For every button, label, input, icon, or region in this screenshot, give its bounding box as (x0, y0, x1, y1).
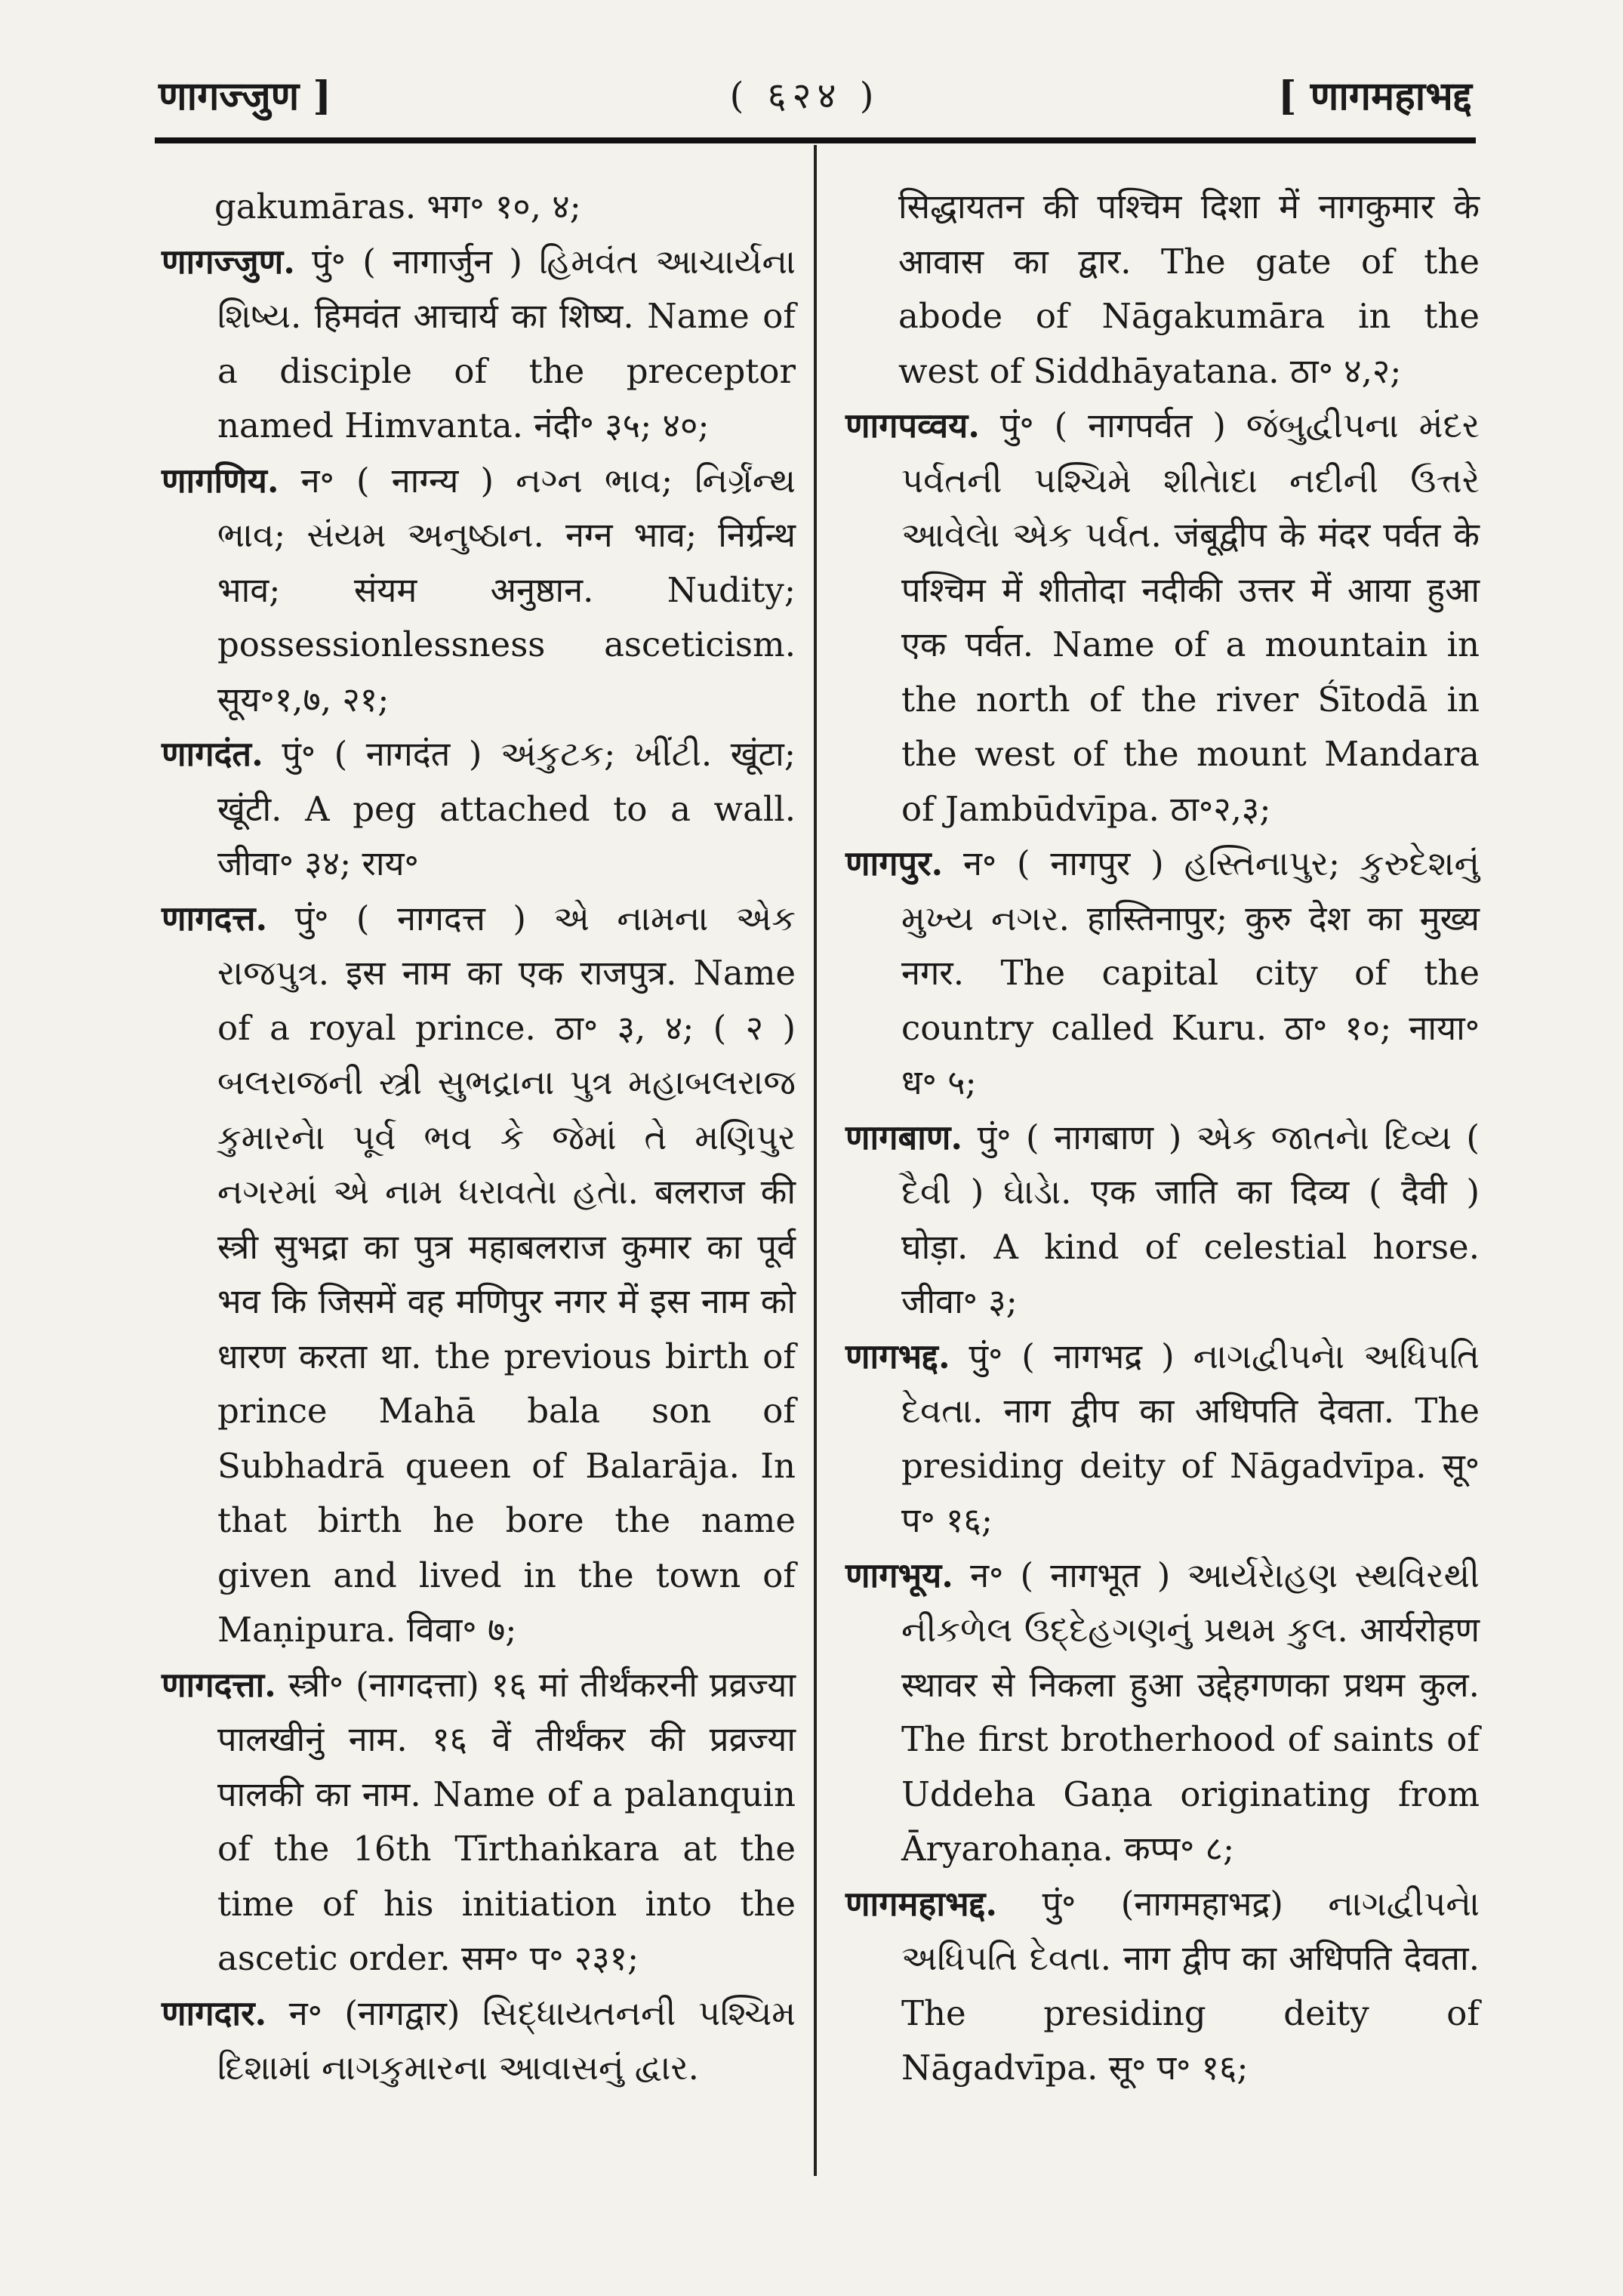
entry-headword: णागभद्द. (845, 1336, 950, 1376)
right-guide-word: [ णागमहाभद्द (1278, 72, 1472, 119)
entry-headword: णागपुर. (845, 843, 944, 883)
dictionary-entry (162, 1986, 796, 2096)
dictionary-entry (162, 727, 796, 892)
page-number: ( ६२४ ) (729, 74, 880, 117)
entry-text: पुं॰ ( नागपर्वत ) જંબુદ્વીપના મંદર પર્વતની પશ્ચિમે શીતાેદા નદીની ઉત્તરે આવેલાે એક પર્વત. जंबूद्वीप के मंदर पर्वत के पश्चिम में शीतोदा नदीकी उत्तर में आया हुआ एक पर्वत. Name of a mountain in the north of the river Śītodā in the west of the mount Mandara of Jambūdvīpa. ठा॰२,३; (901, 405, 1480, 829)
entry-text: स्त्री॰ (नागदत्ता) १६ मां तीर्थंकरनी प्रव्रज्या पालखीनुं नाम. १६ वें तीर्थंकर की प्रव्रज्या पालकी का नाम. Name of a palanquin of the 16th Tīrthaṅkara at the time of his initiation into the ascetic order. सम॰ प॰ २३१; (217, 1664, 796, 1978)
entry-text: पुं॰ ( नागबाण ) એક જાતનેા દિવ્ય ( દૈવી ) ઘેાડેા. एक जाति का दिव्य ( दैवी ) घोड़ा. A kind of celestial horse. जीवा॰ ३; (901, 1117, 1480, 1321)
column-divider (814, 145, 817, 2176)
dictionary-entry (162, 180, 796, 235)
dictionary-entry (845, 1111, 1480, 1330)
right-column (845, 180, 1480, 2096)
entry-headword: णागपव्वय. (845, 405, 980, 445)
dictionary-entry (845, 399, 1480, 837)
entry-text: सिद्धायतन की पश्चिम दिशा में नागकुमार के आवास का द्वार. The gate of the abode of Nāgakumāra in the west of Siddhāyatana. ठा॰ ४,२; (898, 186, 1480, 391)
entry-headword: णागज्जुण. (162, 241, 295, 282)
entry-headword: णागदत्त. (162, 898, 268, 938)
dictionary-entry (845, 1549, 1480, 1877)
entry-headword: णागदत्ता. (162, 1664, 276, 1705)
entry-text: पुं॰ ( नागदंत ) અંકુટક; ખીંટી. खूंटा; खूंटी. A peg attached to a wall. जीवा॰ ३४; राय॰ (217, 734, 796, 883)
entry-text: न॰ (नागद्वार) સિદ્ધાયતનની પશ્ચિમ દિશામાં નાગકુમારના આવાસનું દ્વાર. (217, 1992, 796, 2088)
entry-headword: णागबाण. (845, 1117, 963, 1157)
entry-headword: णागदंत. (162, 734, 263, 774)
dictionary-entry (845, 180, 1480, 399)
entry-text: पुं॰ ( नागार्जुन ) હિમવંત આચાર્યના શિષ્ય. हिमवंत आचार्य का शिष्य. Name of a disciple of the preceptor named Himvanta. नंदी॰ ३५; ४०; (217, 241, 796, 445)
entry-text: पुं॰ ( नागदत्त ) એ નામના એક રાજપુત્ર. इस नाम का एक राजपुत्र. Name of a royal prince. ठा॰ ३, ४; ( २ ) બલરાજની સ્ત્રી સુભદ્રાના પુત્ર મહાબલરાજ કુમારનેા પૂર્વ ભવ કે જેમાં તે મણિપુર નગરમાં એ નામ ધરાવતેા હતેા. बलराज की स्त्री सुभद्रा का पुत्र महाबलराज कुमार का पूर्व भव कि जिसमें वह मणिपुर नगर में इस नाम को धारण करता था. the previous birth of prince Mahā bala son of Subhadrā queen of Balarāja. In that birth he bore the name given and lived in the town of Maṇipura. विवा॰ ७; (217, 898, 796, 1650)
dictionary-entry (162, 235, 796, 454)
dictionary-entry (162, 454, 796, 728)
entry-text: पुं॰ (नागमहाभद्र) નાગદ્વીપનેા અધિપતિ દેવતા. नाग द्वीप का अधिपति देवता. The presiding deity of Nāgadvīpa. सू॰ प॰ १६; (901, 1883, 1480, 2088)
entry-text: पुं॰ ( नागभद्र ) નાગદ્વીપનેા અધિપતિ દેવતા. नाग द्वीप का अधिपति देवता. The presiding deity of Nāgadvīpa. सू॰ प॰ १६; (901, 1336, 1480, 1540)
dictionary-entry (162, 892, 796, 1658)
left-column (162, 180, 796, 2096)
header-rule (155, 137, 1476, 143)
entry-headword: णागभूय. (845, 1555, 953, 1595)
entry-headword: णागमहाभद्द. (845, 1883, 998, 1924)
dictionary-entry (845, 1330, 1480, 1549)
entry-headword: णागदार. (162, 1992, 267, 2033)
dictionary-entry (162, 1658, 796, 1986)
dictionary-entry (845, 1877, 1480, 2096)
left-guide-word: णागज्जुण ] (159, 72, 331, 119)
dictionary-entry (845, 837, 1480, 1111)
entry-text: न॰ ( नाग्न्य ) નગ્ન ભાવ; નિર્ગ્રંન્થ ભાવ; સંયમ અનુષ્ઠાન. नग्न भाव; निर्ग्रन्थ भाव; संयम अनुष्ठान. Nudity; possessionlessness asceticism. सूय॰१,७, २१; (217, 460, 796, 720)
page-header (159, 53, 1472, 136)
entry-headword: णागणिय. (162, 460, 279, 501)
entry-text: न॰ ( नागभूत ) આર્યરેાહણ સ્થવિરથી નીકળેલ ઉદ્દેહગણનું પ્રથમ કુલ. आर्यरोहण स्थावर से निकला हुआ उद्देहगणका प्रथम कुल. The first brotherhood of saints of Uddeha Gaṇa originating from Āryarohaṇa. कप्प॰ ८; (901, 1555, 1480, 1869)
entry-text: न॰ ( नागपुर ) હસ્તિનાપુર; કુરુદેશનું મુખ્ય નગર. हास्तिनापुर; कुरु देश का मुख्य नगर. The capital city of the country called Kuru. ठा॰ १०; नाया॰ ध॰ ५; (901, 843, 1480, 1102)
entry-text: gakumāras. भग॰ १०, ४; (214, 186, 581, 227)
